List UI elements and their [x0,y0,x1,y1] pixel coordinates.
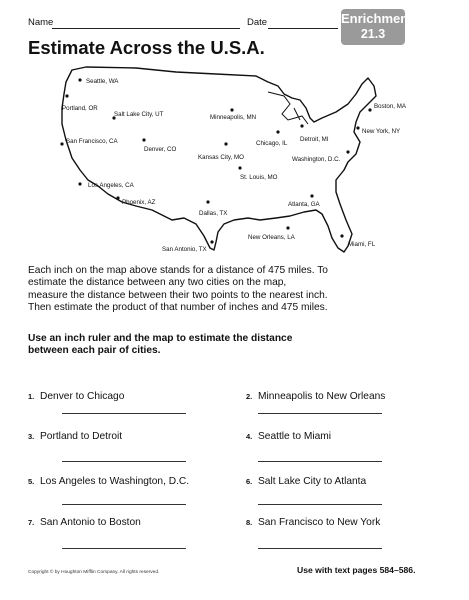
svg-text:Denver, CO: Denver, CO [144,146,177,153]
question-number: 8. [246,518,253,527]
question-7 [28,517,141,528]
city-boston [368,103,406,112]
answer-line-5[interactable] [62,504,186,505]
question-number: 3. [28,432,35,441]
svg-text:San Antonio, TX: San Antonio, TX [162,246,207,253]
name-label: Name [28,17,54,28]
svg-text:Los Angeles, CA: Los Angeles, CA [88,182,134,189]
question-text: Portland to Detroit [40,431,123,442]
svg-text:San Francisco, CA: San Francisco, CA [66,138,118,145]
city-new-york [356,126,400,135]
usa-map [56,58,406,258]
question-5 [28,476,189,487]
svg-text:Atlanta, GA: Atlanta, GA [288,201,320,208]
question-text: Minneapolis to New Orleans [258,391,386,402]
city-san-antonio [162,240,214,253]
question-number: 5. [28,477,35,486]
svg-text:Miami, FL: Miami, FL [348,241,376,248]
svg-text:Seattle, WA: Seattle, WA [86,78,119,85]
instruction-text: Use an inch ruler and the map to estimate the distance between each pair of cities. [28,333,293,357]
intro-paragraph: Each inch on the map above stands for a distance of 475 miles. To estimate the distance between any two cities on the map, measure the distance between their two points to the nearest inch. Then estimate the product of that number of inches and 475 miles. [28,265,328,314]
answer-line-7[interactable] [62,548,186,549]
svg-text:Portland, OR: Portland, OR [62,105,98,112]
date-line[interactable] [268,28,338,29]
city-san-francisco [60,138,118,146]
question-number: 6. [246,477,253,486]
page-title: Estimate Across the U.S.A. [28,37,265,58]
badge-label: Enrichment [341,11,413,26]
svg-text:Salt Lake City, UT: Salt Lake City, UT [114,111,164,118]
question-text: Salt Lake City to Atlanta [258,476,367,487]
question-4 [246,431,331,442]
question-text: Los Angeles to Washington, D.C. [40,476,190,487]
badge-number: 21.3 [360,27,386,41]
svg-text:Detroit, MI: Detroit, MI [300,136,329,143]
question-text: Seattle to Miami [258,431,332,442]
svg-text:St. Louis, MO: St. Louis, MO [240,174,278,181]
answer-line-8[interactable] [258,548,382,549]
copyright-notice: Copyright © by Houghton Mifflin Company. All rights reserved. [28,570,160,575]
question-text: San Antonio to Boston [40,517,141,528]
question-number: 2. [246,392,253,401]
answer-line-1[interactable] [62,413,186,414]
question-1 [28,391,124,402]
question-number: 1. [28,392,35,401]
city-new-orleans [248,226,296,241]
svg-text:New Orleans, LA: New Orleans, LA [248,234,295,241]
question-6 [246,476,366,487]
svg-text:Phoenix, AZ: Phoenix, AZ [122,199,156,206]
svg-text:New York, NY: New York, NY [362,128,401,135]
svg-text:Dallas, TX: Dallas, TX [199,210,228,217]
svg-text:Chicago, IL: Chicago, IL [256,140,288,147]
question-text: San Francisco to New York [258,517,381,528]
answer-line-4[interactable] [258,461,382,462]
name-line[interactable] [52,28,240,29]
date-label: Date [247,17,268,28]
answer-line-6[interactable] [258,504,382,505]
svg-text:Washington, D.C.: Washington, D.C. [292,156,341,163]
enrichment-badge [341,9,413,45]
question-8 [246,517,380,528]
text-pages-note: Use with text pages 584–586. [297,565,416,575]
question-number: 7. [28,518,35,527]
question-number: 4. [246,432,253,441]
svg-text:Minneapolis, MN: Minneapolis, MN [210,114,257,121]
city-los-angeles [78,182,134,189]
svg-text:Boston, MA: Boston, MA [374,103,406,110]
answer-line-3[interactable] [62,461,186,462]
answer-line-2[interactable] [258,413,382,414]
question-2 [246,391,385,402]
svg-text:Kansas City, MO: Kansas City, MO [198,154,244,161]
question-text: Denver to Chicago [40,391,125,402]
question-3 [28,431,122,442]
